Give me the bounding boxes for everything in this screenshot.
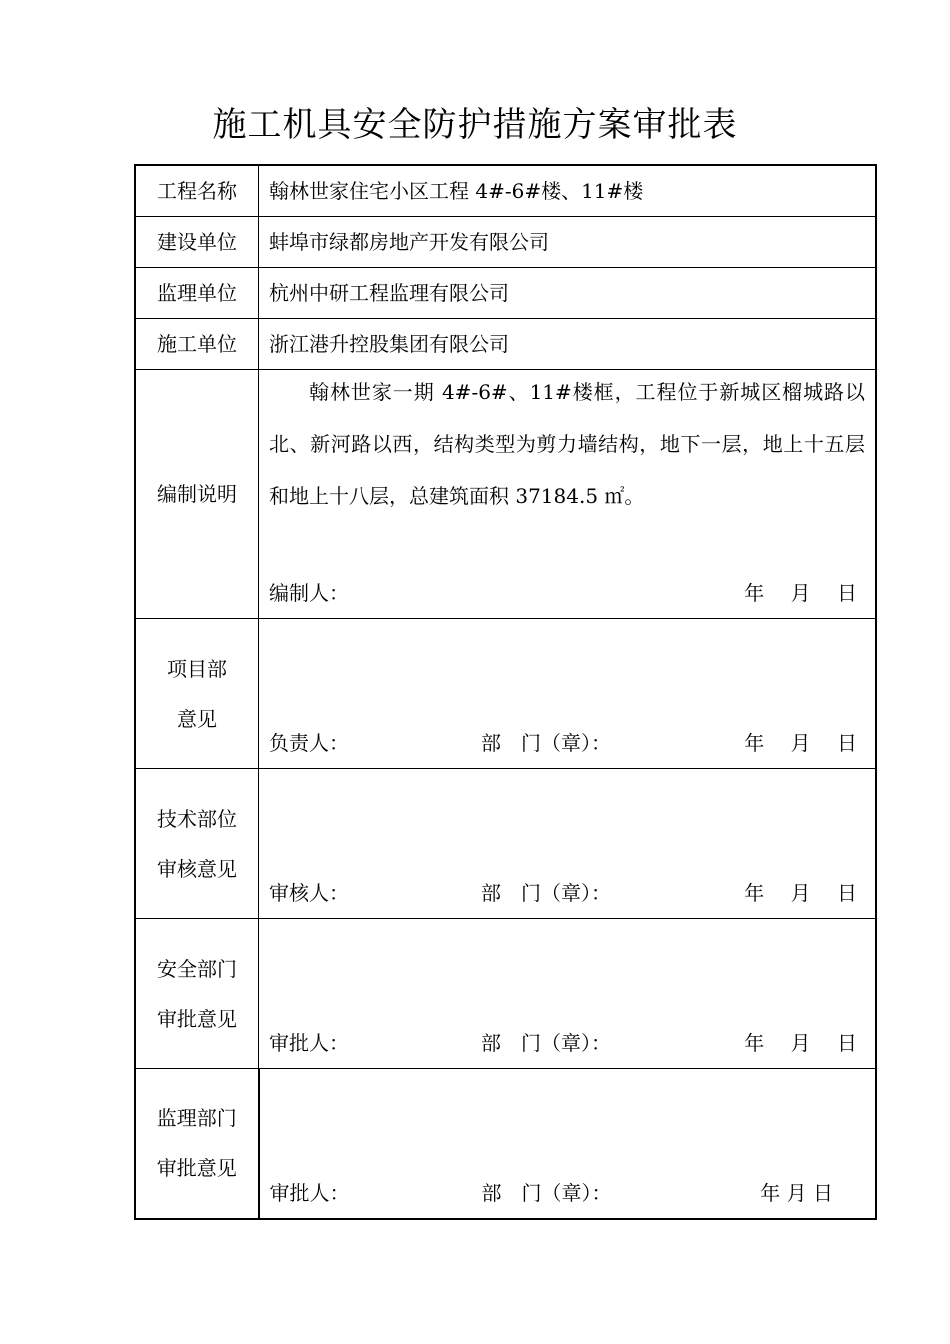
sign-line bbox=[270, 1176, 858, 1210]
label-project-name: 工程名称 bbox=[135, 165, 259, 217]
label-tech-dept-opinion bbox=[135, 769, 259, 919]
date-label: 年 月 日 bbox=[744, 881, 857, 905]
label-safety-dept-opinion bbox=[135, 919, 259, 1069]
value-supervisor: 杭州中研工程监理有限公司 bbox=[259, 268, 877, 319]
dept-seal-label: 部 门（章）： bbox=[481, 1180, 612, 1205]
row-safety-dept-opinion bbox=[135, 919, 876, 1069]
signer-label: 审批人： bbox=[269, 1180, 350, 1205]
label-line1: 监理部门 bbox=[156, 1106, 237, 1131]
document-title: 施工机具安全防护措施方案审批表 bbox=[212, 105, 738, 145]
opinion-cell-supervision-dept bbox=[259, 1069, 877, 1219]
sign-line bbox=[269, 1026, 857, 1060]
label-line2: 审批意见 bbox=[156, 1156, 237, 1181]
compiler-date: 年 月 日 bbox=[744, 581, 857, 605]
date-label: 年 月 日 bbox=[744, 1031, 857, 1055]
signer-label: 负责人： bbox=[269, 731, 349, 755]
description-cell bbox=[259, 370, 877, 619]
value-contractor: 浙江港升控股集团有限公司 bbox=[259, 319, 877, 370]
description-sign-line bbox=[269, 576, 857, 610]
label-line1: 安全部门 bbox=[157, 956, 237, 981]
row-project-dept-opinion bbox=[135, 619, 876, 769]
label-project-dept-opinion bbox=[135, 619, 259, 769]
row-contractor bbox=[135, 319, 876, 370]
date-label: 年 月 日 bbox=[760, 1180, 833, 1205]
opinion-cell-project-dept bbox=[259, 619, 877, 769]
sign-line bbox=[269, 876, 857, 910]
row-supervision-dept-opinion bbox=[135, 1069, 876, 1219]
signer-label: 审核人： bbox=[269, 881, 349, 905]
label-contractor: 施工单位 bbox=[135, 319, 259, 370]
value-project-name: 翰林世家住宅小区工程 4#-6#楼、11#楼 bbox=[259, 165, 877, 217]
label-line1: 技术部位 bbox=[157, 806, 237, 831]
row-supervisor bbox=[135, 268, 876, 319]
description-text: 翰林世家一期 4#-6#、11#楼框，工程位于新城区榴城路以北、新河路以西，结构类型为剪力墙结构，地下一层，地上十五层和地上十八层，总建筑面积 37184.5 ㎡。 bbox=[269, 380, 865, 508]
value-developer: 蚌埠市绿都房地产开发有限公司 bbox=[259, 217, 877, 268]
label-line2: 意见 bbox=[177, 706, 217, 731]
row-developer bbox=[135, 217, 876, 268]
compiler-label: 编制人： bbox=[269, 581, 349, 605]
row-description bbox=[135, 370, 876, 619]
label-developer: 建设单位 bbox=[135, 217, 259, 268]
label-description: 编制说明 bbox=[135, 370, 259, 619]
dept-seal-label: 部 门（章）： bbox=[481, 881, 611, 905]
row-project-name bbox=[135, 165, 876, 217]
opinion-cell-safety-dept bbox=[259, 919, 877, 1069]
label-line2: 审批意见 bbox=[157, 1006, 237, 1031]
sign-line bbox=[269, 726, 857, 760]
dept-seal-label: 部 门（章）： bbox=[481, 731, 611, 755]
date-label: 年 月 日 bbox=[744, 731, 857, 755]
opinion-cell-tech-dept bbox=[259, 769, 877, 919]
label-supervisor: 监理单位 bbox=[135, 268, 259, 319]
dept-seal-label: 部 门（章）： bbox=[481, 1031, 611, 1055]
signer-label: 审批人： bbox=[269, 1031, 349, 1055]
label-line2: 审核意见 bbox=[157, 856, 237, 881]
row-tech-dept-opinion bbox=[135, 769, 876, 919]
label-supervision-dept-opinion bbox=[135, 1069, 259, 1219]
approval-form-table bbox=[134, 164, 877, 1220]
label-line1: 项目部 bbox=[167, 656, 227, 681]
